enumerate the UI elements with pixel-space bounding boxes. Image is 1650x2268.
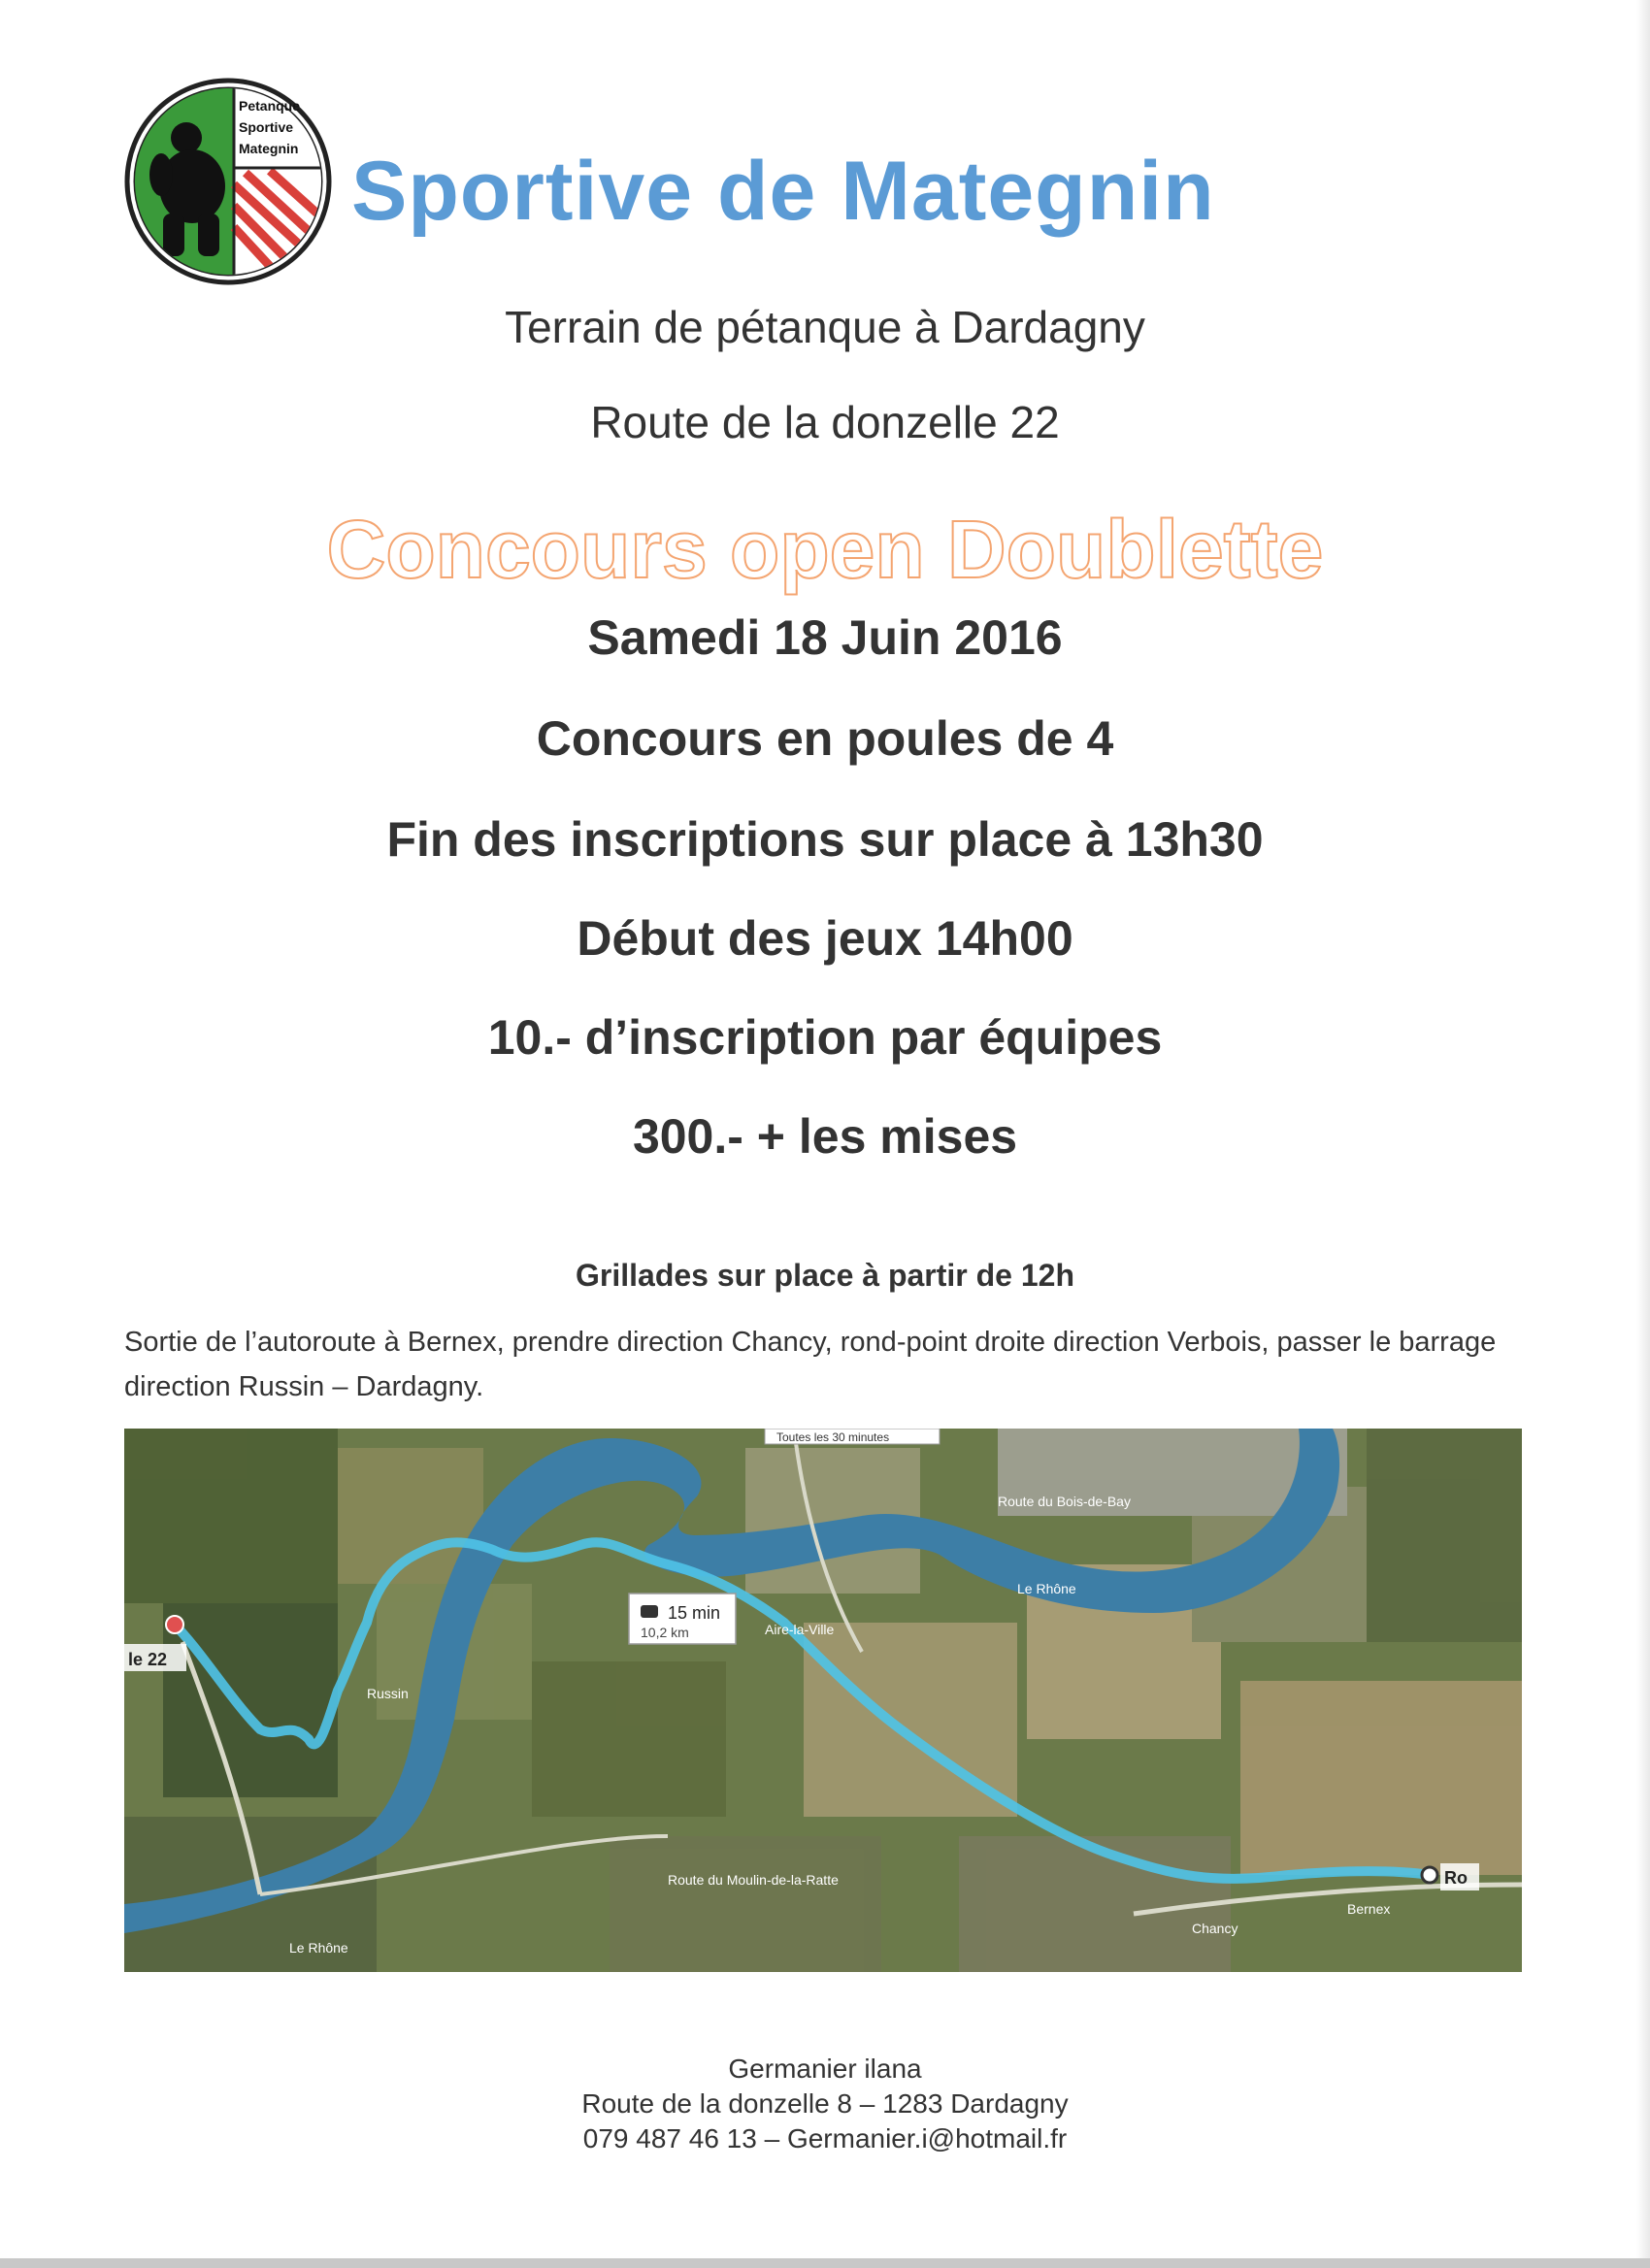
club-title: Sportive de Mategnin	[351, 145, 1215, 238]
map-duration: 15 min	[668, 1603, 721, 1623]
event-format: Concours en poules de 4	[536, 711, 1114, 766]
contact-name: Germanier ilana	[728, 2054, 922, 2084]
prize-money: 300.- + les mises	[632, 1109, 1018, 1164]
route-map	[124, 1429, 1522, 1972]
venue-address: Route de la donzelle 22	[590, 397, 1060, 447]
map-start-label: le 22	[128, 1650, 168, 1669]
entry-fee: 10.- d’inscription par équipes	[487, 1010, 1163, 1065]
end-marker-icon	[1422, 1867, 1437, 1883]
scan-bottom-edge	[0, 2258, 1650, 2268]
logo-text-3: Mategnin	[239, 141, 299, 156]
venue-line: Terrain de pétanque à Dardagny	[505, 302, 1145, 352]
map-label-bernex: Bernex	[1347, 1901, 1391, 1917]
map-label-route-bois: Route du Bois-de-Bay	[998, 1494, 1131, 1509]
map-distance: 10,2 km	[641, 1625, 689, 1640]
club-logo	[124, 78, 332, 285]
map-label-russin: Russin	[367, 1686, 409, 1701]
event-date: Samedi 18 Juin 2016	[587, 610, 1063, 665]
map-label-aire: Aire-la-Ville	[765, 1622, 835, 1637]
start-marker-icon	[166, 1616, 183, 1633]
contact-phone-email: 079 487 46 13 – Germanier.i@hotmail.fr	[582, 2123, 1068, 2153]
grill-note: Grillades sur place à partir de 12h	[576, 1258, 1074, 1293]
map-end-label: Ro	[1444, 1868, 1468, 1888]
event-title: Concours open Doublette	[326, 504, 1324, 595]
map-tooltip-top: Toutes les 30 minutes	[776, 1430, 890, 1444]
scan-edge	[1636, 0, 1650, 2268]
start-time: Début des jeux 14h00	[577, 911, 1073, 966]
map-label-rhone-2: Le Rhône	[289, 1940, 348, 1956]
map-label-rhone-1: Le Rhône	[1017, 1581, 1076, 1596]
map-label-route-moulin: Route du Moulin-de-la-Ratte	[668, 1872, 839, 1888]
car-icon	[641, 1605, 658, 1618]
map-label-chancy: Chancy	[1192, 1921, 1238, 1936]
directions-text: Sortie de l’autoroute à Bernex, prendre direction Chancy, rond-point droite direction Verbois, passer le barrage direction Russin – Dardagny.	[124, 1327, 1497, 1402]
logo-text-2: Sportive	[239, 119, 294, 135]
registration-deadline: Fin des inscriptions sur place à 13h30	[386, 812, 1264, 867]
contact-address: Route de la donzelle 8 – 1283 Dardagny	[581, 2088, 1069, 2119]
logo-text-1: Petanque	[239, 98, 301, 114]
